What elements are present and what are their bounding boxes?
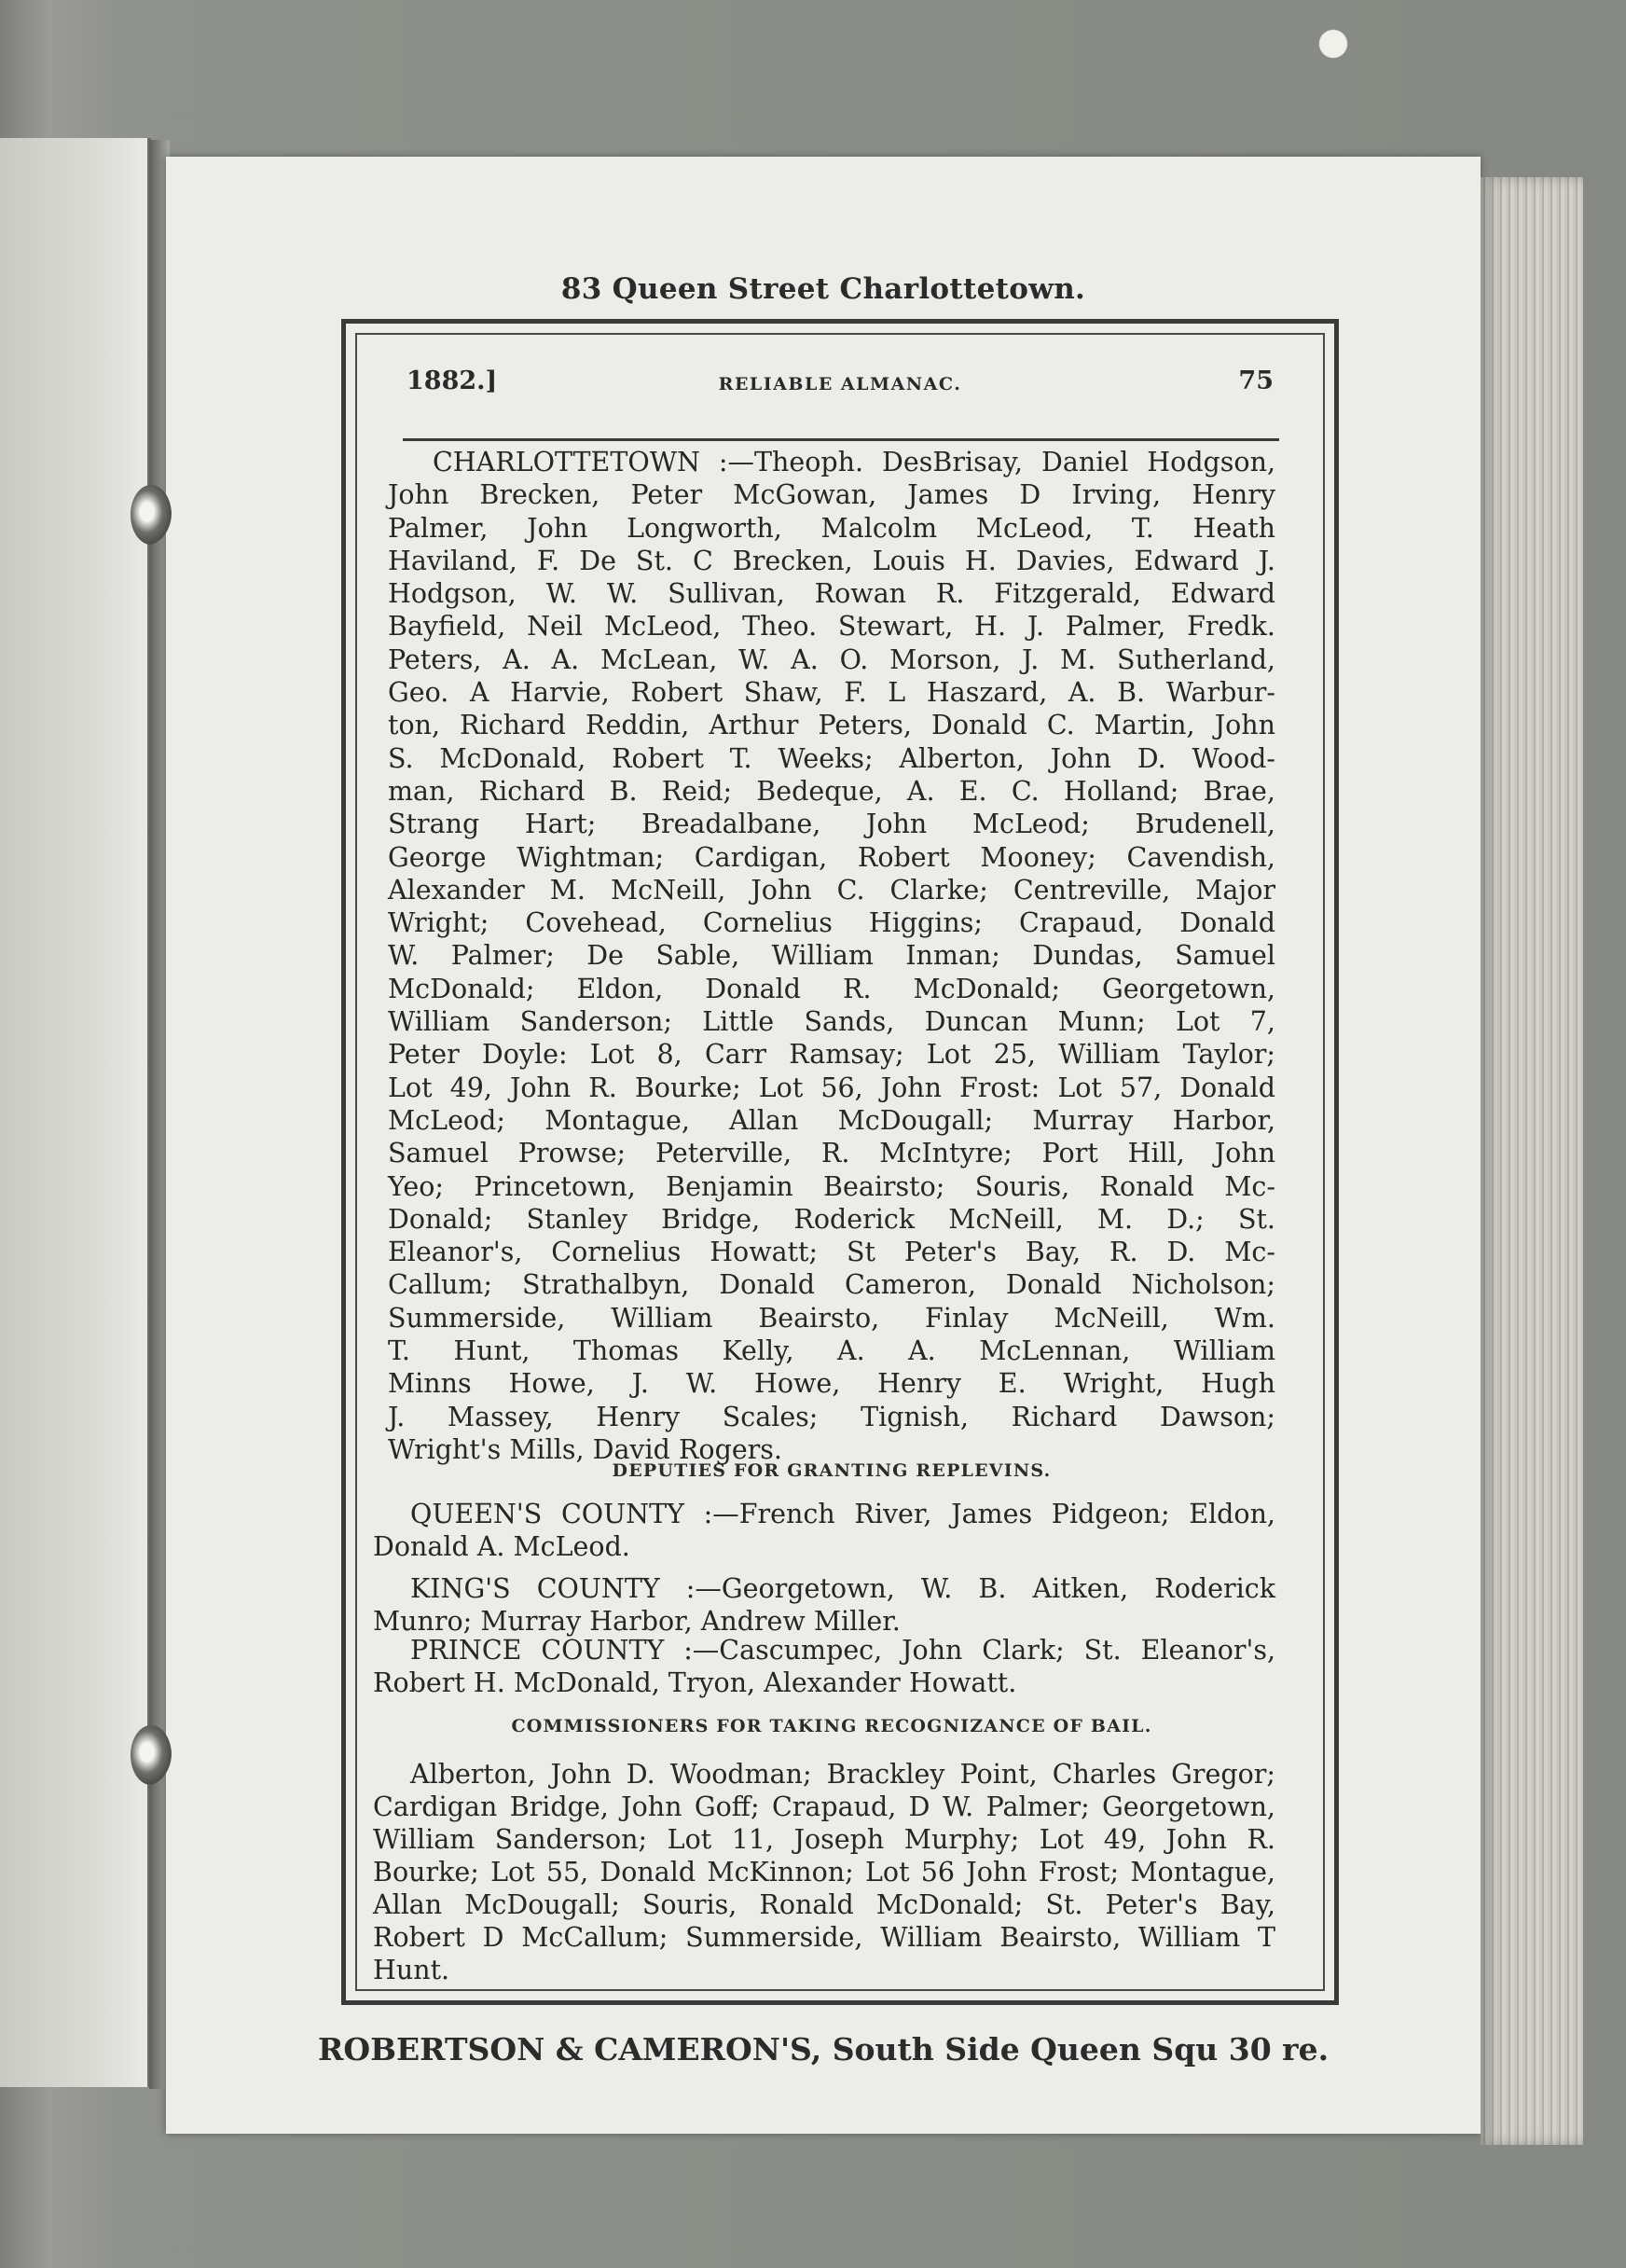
charlottetown-line: Samuel Prowse; Peterville, R. McIntyre; Port Hill, John <box>388 1138 1275 1169</box>
charlottetown-line: Donald; Stanley Bridge, Roderick McNeill, M. D.; St. <box>388 1203 1275 1235</box>
charlottetown-line: J. Massey, Henry Scales; Tignish, Richard Dawson; <box>388 1401 1275 1432</box>
charlottetown-line: McLeod; Montague, Allan McDougall; Murray Harbor, <box>388 1104 1275 1136</box>
kings-county-entry <box>373 1572 1275 1638</box>
commissioners-text: Alberton, John D. Woodman; Brackley Point, Charles Gregor; Cardigan Bridge, John Goff; Crapaud, D W. Palmer; Georgetown, William Sanderson; Lot 11, Joseph Murphy; Lot 49, John R. Bourke; Lot 55, Donald McKinnon; Lot 56 John Frost; Montague, Allan McDougall; Souris, Ronald McDonald; St. Peter's Bay, Robert D McCallum; Summerside, William Beairsto, William T Hunt. <box>373 1759 1275 1985</box>
charlottetown-line: Alexander M. McNeill, John C. Clarke; Centreville, Major <box>388 874 1275 906</box>
charlottetown-line: T. Hunt, Thomas Kelly, A. A. McLennan, William <box>388 1335 1275 1367</box>
charlottetown-line: John Brecken, Peter McGowan, James D Irving, Henry <box>388 479 1275 511</box>
charlottetown-line: Peters, A. A. McLean, W. A. O. Morson, J. M. Sutherland, <box>388 643 1275 675</box>
queens-county-text: QUEEN'S COUNTY :—French River, James Pidgeon; Eldon, Donald A. McLeod. <box>373 1499 1275 1562</box>
charlottetown-line: McDonald; Eldon, Donald R. McDonald; Georgetown, <box>388 973 1275 1004</box>
charlottetown-line: Bayfield, Neil McLeod, Theo. Stewart, H. J. Palmer, Fredk. <box>388 611 1275 643</box>
charlottetown-line: Callum; Strathalbyn, Donald Cameron, Donald Nicholson; <box>388 1269 1275 1301</box>
charlottetown-line: W. Palmer; De Sable, William Inman; Dundas, Samuel <box>388 940 1275 972</box>
charlottetown-line: S. McDonald, Robert T. Weeks; Alberton, John D. Wood- <box>388 742 1275 774</box>
charlottetown-line: Hodgson, W. W. Sullivan, Rowan R. Fitzgerald, Edward <box>388 578 1275 610</box>
charlottetown-line: William Sanderson; Little Sands, Duncan Munn; Lot 7, <box>388 1006 1275 1038</box>
charlottetown-line: Summerside, William Beairsto, Finlay McNeill, Wm. <box>388 1302 1275 1334</box>
charlottetown-line: Wright; Covehead, Cornelius Higgins; Crapaud, Donald <box>388 907 1275 939</box>
queens-county-entry <box>373 1498 1275 1563</box>
charlottetown-line: Eleanor's, Cornelius Howatt; St Peter's Bay, R. D. Mc- <box>388 1237 1275 1268</box>
charlottetown-line: Geo. A Harvie, Robert Shaw, F. L Haszard, A. B. Warbur- <box>388 677 1275 709</box>
header-title: RELIABLE ALMANAC. <box>718 374 962 394</box>
deputies-heading: DEPUTIES FOR GRANTING REPLEVINS. <box>612 1460 1052 1481</box>
footer-advertisement: ROBERTSON & CAMERON'S, South Side Queen Squ 30 re. <box>317 2031 1330 2067</box>
page-edges <box>1481 177 1583 2145</box>
kings-county-text: KING'S COUNTY :—Georgetown, W. B. Aitken, Roderick Munro; Murray Harbor, Andrew Miller. <box>373 1573 1275 1637</box>
prince-county-entry <box>373 1634 1275 1699</box>
charlottetown-line: Wright's Mills, David Rogers. <box>388 1433 782 1465</box>
charlottetown-line: Palmer, John Longworth, Malcolm McLeod, T. Heath <box>388 512 1275 544</box>
page-header <box>406 366 1274 413</box>
charlottetown-line: CHARLOTTETOWN :—Theoph. DesBrisay, Daniel Hodgson, <box>433 447 1275 477</box>
dust-speck <box>1315 28 1352 60</box>
charlottetown-line: ton, Richard Reddin, Arthur Peters, Donald C. Martin, John <box>388 710 1275 741</box>
commissioners-heading: COMMISSIONERS FOR TAKING RECOGNIZANCE OF BAIL. <box>511 1716 1152 1736</box>
page-number: 75 <box>1238 366 1274 395</box>
charlottetown-line: man, Richard B. Reid; Bedeque, A. E. C. Holland; Brae, <box>388 775 1275 807</box>
top-address-line: 83 Queen Street Charlottetown. <box>560 272 1086 306</box>
prince-county-text: PRINCE COUNTY :—Cascumpec, John Clark; St. Eleanor's, Robert H. McDonald, Tryon, Alexander Howatt. <box>373 1635 1275 1698</box>
charlottetown-line: Peter Doyle: Lot 8, Carr Ramsay; Lot 25, William Taylor; <box>388 1039 1275 1071</box>
header-rule <box>403 438 1279 441</box>
left-facing-page <box>0 138 151 2087</box>
charlottetown-list <box>388 446 1275 1466</box>
charlottetown-line: Yeo; Princetown, Benjamin Beairsto; Souris, Ronald Mc- <box>388 1170 1275 1202</box>
charlottetown-line: Minns Howe, J. W. Howe, Henry E. Wright, Hugh <box>388 1368 1275 1400</box>
charlottetown-line: George Wightman; Cardigan, Robert Mooney; Cavendish, <box>388 841 1275 873</box>
binding-hole-icon <box>131 1725 172 1785</box>
commissioners-entry <box>373 1758 1275 1986</box>
charlottetown-line: Lot 49, John R. Bourke; Lot 56, John Frost: Lot 57, Donald <box>388 1072 1275 1103</box>
binding-hole-icon <box>131 485 172 545</box>
header-year: 1882.] <box>406 366 498 395</box>
charlottetown-line: Strang Hart; Breadalbane, John McLeod; Brudenell, <box>388 809 1275 840</box>
charlottetown-line: Haviland, F. De St. C Brecken, Louis H. Davies, Edward J. <box>388 545 1275 576</box>
